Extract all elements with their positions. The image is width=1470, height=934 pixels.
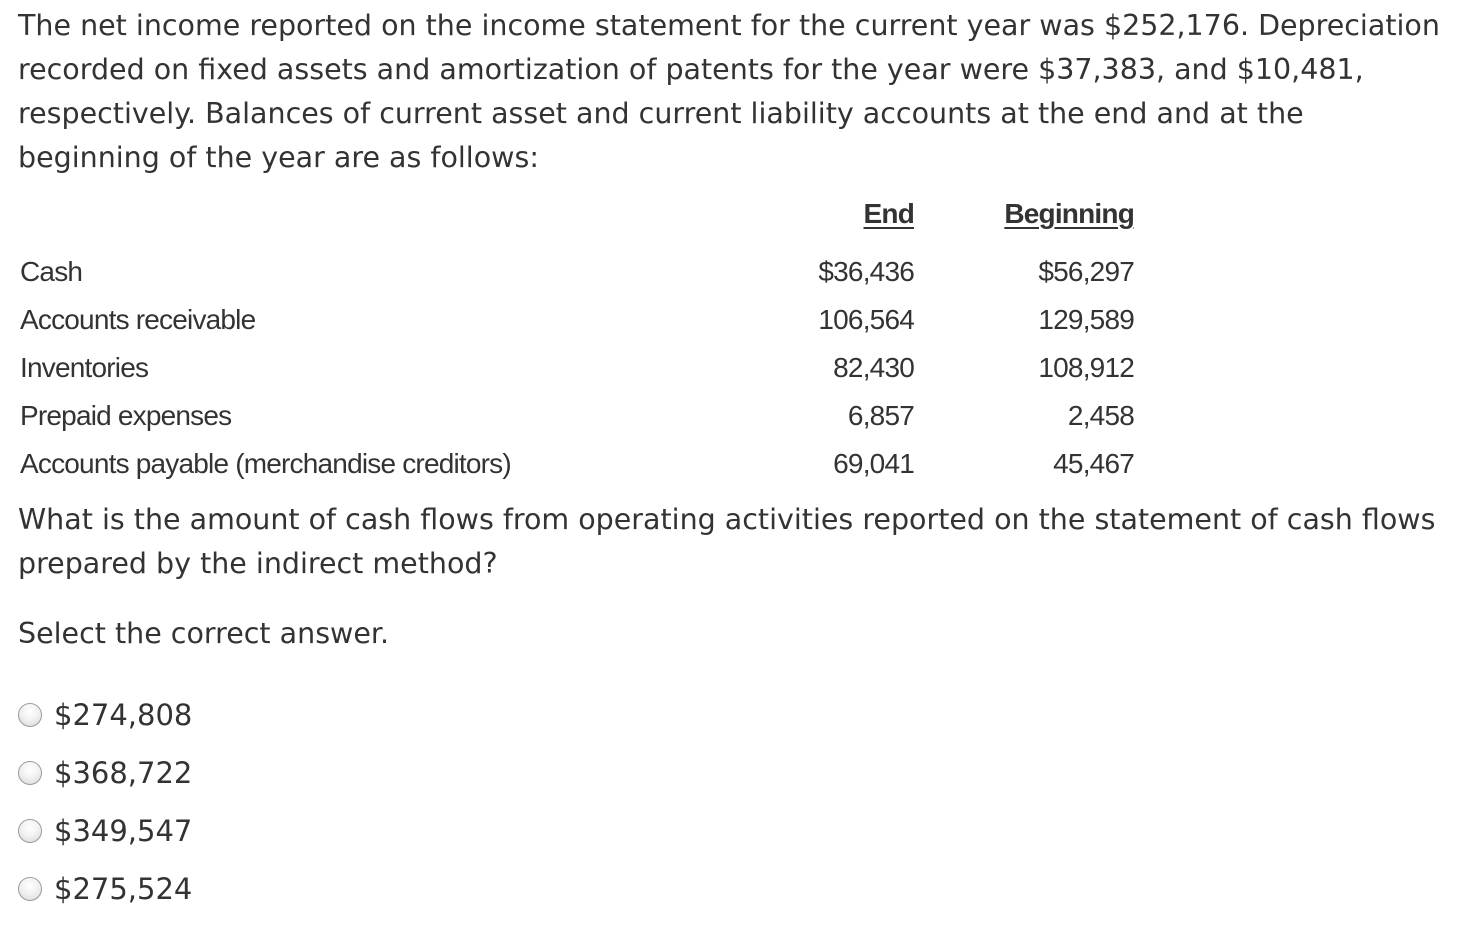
header-end: End [863, 198, 914, 229]
row-label: Inventories [20, 352, 149, 383]
row-label: Accounts payable (merchandise creditors) [20, 448, 511, 479]
row-end-value: 69,041 [833, 448, 914, 479]
header-beginning: Beginning [1004, 198, 1134, 229]
row-beginning-value: 45,467 [1053, 448, 1134, 479]
balances-table [20, 194, 1134, 488]
row-beginning-value: $56,297 [1038, 256, 1134, 287]
table-row [20, 248, 1134, 296]
radio-button[interactable] [18, 761, 42, 785]
row-end-value: 6,857 [847, 400, 914, 431]
row-beginning-value: 108,912 [1038, 352, 1134, 383]
answer-option-label[interactable]: $368,722 [54, 756, 193, 790]
answer-option-label[interactable]: $349,547 [54, 814, 193, 848]
answer-option-label[interactable]: $274,808 [54, 698, 193, 732]
row-label: Accounts receivable [20, 304, 256, 335]
radio-button[interactable] [18, 819, 42, 843]
radio-button[interactable] [18, 877, 42, 901]
table-row [20, 392, 1134, 440]
answer-options [18, 686, 192, 918]
answer-option-label[interactable]: $275,524 [54, 872, 193, 906]
table-row [20, 440, 1134, 488]
answer-option[interactable] [18, 744, 192, 802]
header-label [20, 194, 580, 248]
row-end-value: $36,436 [818, 256, 914, 287]
answer-option[interactable] [18, 860, 192, 918]
answer-option[interactable] [18, 802, 192, 860]
question-prompt: What is the amount of cash flows from operating activities reported on the statement of cash flows prepared by the indirect method? [18, 503, 1436, 580]
question-intro: The net income reported on the income statement for the current year was $252,176. Depreciation recorded on fixed assets and amortization of patents for the year were $37,383, and $10,481, respectively. Balances of current asset and current liability accounts at the end and at the beginning of the year are as follows: [18, 9, 1440, 174]
table-row [20, 344, 1134, 392]
row-end-value: 82,430 [833, 352, 914, 383]
row-end-value: 106,564 [818, 304, 914, 335]
row-label: Cash [20, 256, 83, 287]
radio-button[interactable] [18, 703, 42, 727]
table-row [20, 296, 1134, 344]
row-beginning-value: 2,458 [1067, 400, 1134, 431]
answer-instruction: Select the correct answer. [18, 617, 390, 650]
row-label: Prepaid expenses [20, 400, 232, 431]
row-beginning-value: 129,589 [1038, 304, 1134, 335]
balances-table-container [20, 194, 1160, 488]
table-header-row [20, 194, 1134, 248]
answer-option[interactable] [18, 686, 192, 744]
